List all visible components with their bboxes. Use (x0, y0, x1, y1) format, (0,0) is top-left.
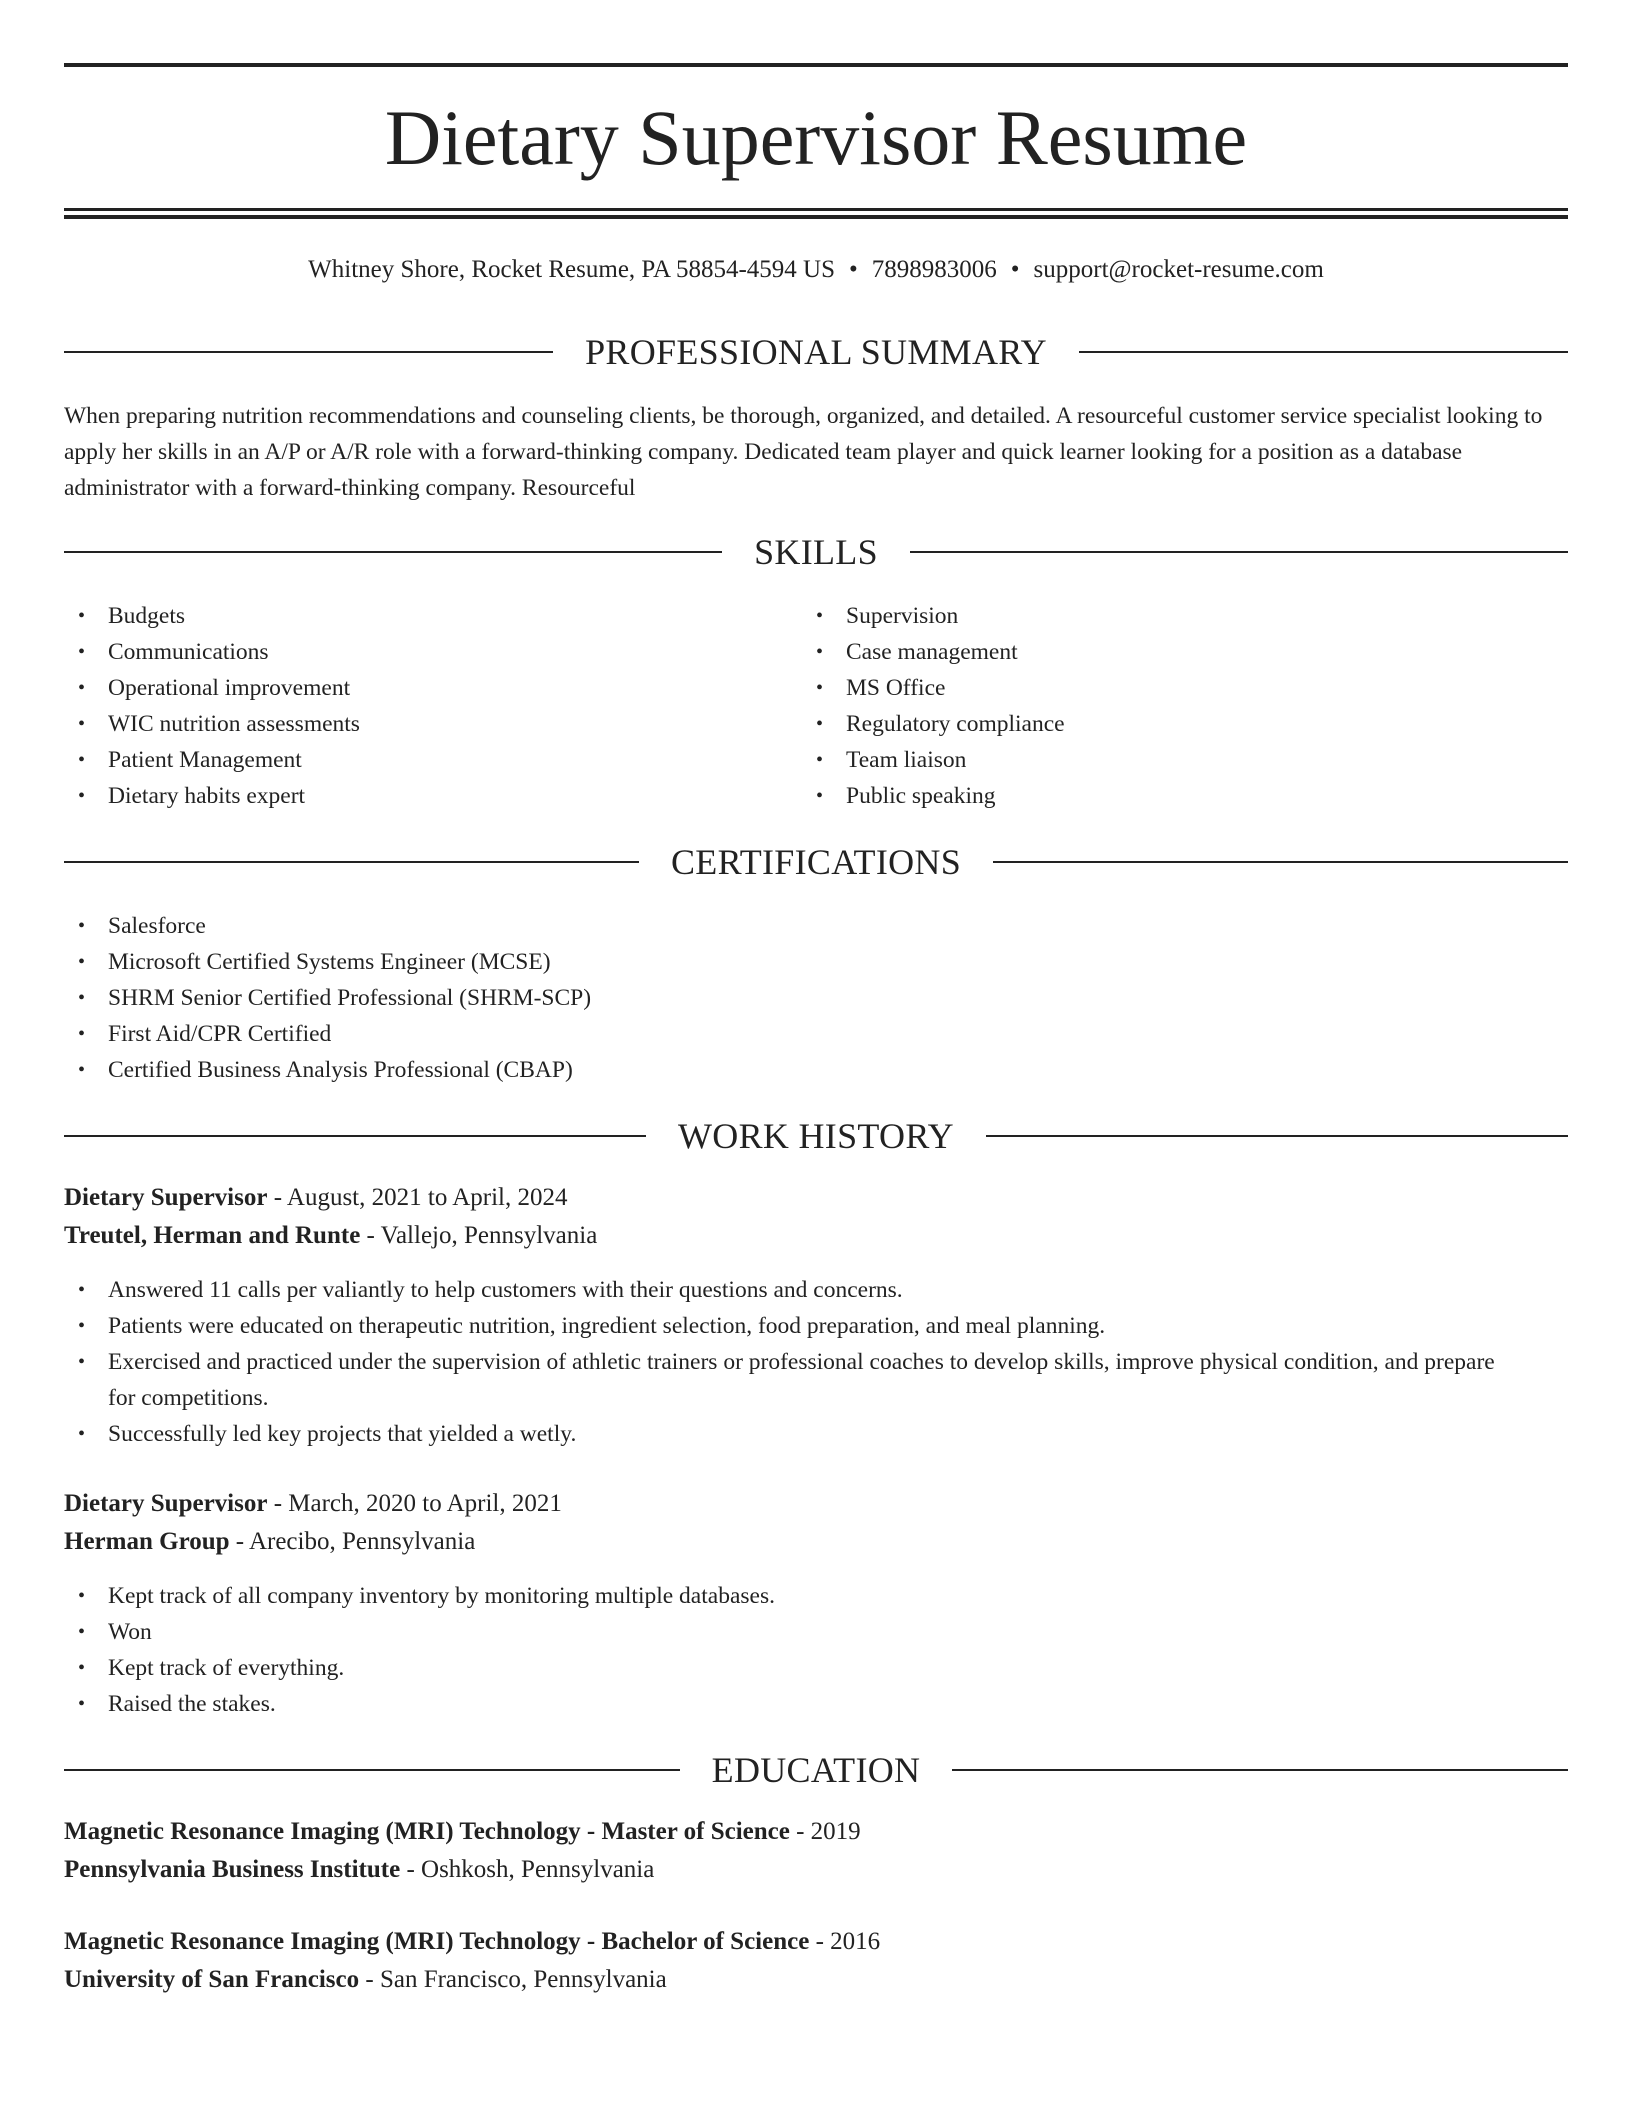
skill-item: • Case management (802, 634, 1502, 670)
job-company: Herman Group (64, 1528, 230, 1555)
job-title-line (64, 1180, 1568, 1216)
contact-address: Whitney Shore, Rocket Resume, PA 58854-4594 US (308, 256, 835, 283)
job-bullet: • Raised the stakes. (64, 1686, 1504, 1722)
section-title: CERTIFICATIONS (670, 842, 962, 882)
job-bullet: • Successfully led key projects that yielded a wetly. (64, 1416, 1504, 1452)
education-degree: Magnetic Resonance Imaging (MRI) Technology - Master of Science (64, 1818, 790, 1845)
certification-item: • SHRM Senior Certified Professional (SHRM-SCP) (64, 980, 1504, 1016)
section-heading-certifications (64, 840, 1568, 884)
heading-rule (64, 1135, 646, 1137)
skills-list-left (64, 598, 764, 814)
heading-rule (993, 861, 1568, 863)
certification-item: • First Aid/CPR Certified (64, 1016, 1504, 1052)
job-dates: - March, 2020 to April, 2021 (267, 1490, 562, 1517)
skill-item: • Regulatory compliance (802, 706, 1502, 742)
skill-item: • MS Office (802, 670, 1502, 706)
certification-item: • Microsoft Certified Systems Engineer (MCSE) (64, 944, 1504, 980)
education-degree-line (64, 1924, 1568, 1960)
education-location: - San Francisco, Pennsylvania (359, 1966, 667, 1993)
job-company-line (64, 1218, 1568, 1254)
job-location: - Vallejo, Pennsylvania (360, 1222, 598, 1249)
heading-rule (952, 1769, 1568, 1771)
section-heading-work-history (64, 1114, 1568, 1158)
section-heading-skills (64, 530, 1568, 574)
education-school: Pennsylvania Business Institute (64, 1856, 401, 1883)
section-heading-summary (64, 330, 1568, 374)
certification-item: • Salesforce (64, 908, 1504, 944)
heading-rule (64, 551, 722, 553)
education-degree-line (64, 1814, 1568, 1850)
skill-item: • Budgets (64, 598, 764, 634)
job-title: Dietary Supervisor (64, 1184, 268, 1211)
job-title: Dietary Supervisor (64, 1490, 268, 1517)
title-rule-lower (64, 215, 1568, 219)
job-bullet: • Won (64, 1614, 1504, 1650)
education-school-line (64, 1852, 1568, 1888)
section-heading-education (64, 1748, 1568, 1792)
job-bullet: • Patients were educated on therapeutic nutrition, ingredient selection, food preparation, and meal planning. (64, 1308, 1504, 1344)
contact-line (64, 254, 1568, 286)
skill-item: • Supervision (802, 598, 1502, 634)
job-company-line (64, 1524, 1568, 1560)
job-bullet: • Answered 11 calls per valiantly to help customers with their questions and concerns. (64, 1272, 1504, 1308)
education-school-line (64, 1962, 1568, 1998)
job-location: - Arecibo, Pennsylvania (229, 1528, 476, 1555)
skill-item: • Public speaking (802, 778, 1502, 814)
education-year: - 2019 (789, 1818, 861, 1845)
certifications-list (64, 908, 1504, 1088)
education-location: - Oshkosh, Pennsylvania (400, 1856, 655, 1883)
education-year: - 2016 (809, 1928, 881, 1955)
certification-item: • Certified Business Analysis Professional (CBAP) (64, 1052, 1504, 1088)
summary-text: When preparing nutrition recommendations and counseling clients, be thorough, organized, and detailed. A resourceful customer service specialist looking to apply her skills in an A/P or A/R role with a forward-thinking company. Dedicated team player and quick learner looking for a position as a database administrator with a forward-thinking company. Resourceful (64, 403, 1543, 501)
job-title-line (64, 1486, 1568, 1522)
job-bullets (64, 1578, 1504, 1722)
title-rule-upper (64, 208, 1568, 211)
skill-item: • Communications (64, 634, 764, 670)
job-bullet: • Kept track of all company inventory by monitoring multiple databases. (64, 1578, 1504, 1614)
heading-rule (986, 1135, 1568, 1137)
section-title: SKILLS (754, 532, 878, 572)
heading-rule (1079, 351, 1568, 353)
top-rule (64, 63, 1568, 67)
job-dates: - August, 2021 to April, 2024 (267, 1184, 568, 1211)
skill-item: • Team liaison (802, 742, 1502, 778)
skill-item: • Operational improvement (64, 670, 764, 706)
heading-rule (64, 1769, 680, 1771)
education-school: University of San Francisco (64, 1966, 360, 1993)
heading-rule (64, 351, 553, 353)
contact-email: support@rocket-resume.com (1033, 256, 1324, 283)
skill-item: • Dietary habits expert (64, 778, 764, 814)
skill-item: • WIC nutrition assessments (64, 706, 764, 742)
job-bullet: • Exercised and practiced under the supervision of athletic trainers or professional coaches to develop skills, improve physical condition, and prepare for competitions. (64, 1344, 1504, 1416)
contact-separator: • (1010, 256, 1020, 283)
contact-separator: • (849, 256, 858, 283)
contact-phone: 7898983006 (871, 256, 997, 283)
heading-rule (64, 861, 639, 863)
resume-title: Dietary Supervisor Resume (384, 94, 1248, 181)
skills-list-right (802, 598, 1502, 814)
skill-item: • Patient Management (64, 742, 764, 778)
section-title: PROFESSIONAL SUMMARY (585, 332, 1047, 372)
education-degree: Magnetic Resonance Imaging (MRI) Technology - Bachelor of Science (64, 1928, 810, 1955)
job-bullet: • Kept track of everything. (64, 1650, 1504, 1686)
heading-rule (910, 551, 1568, 553)
job-bullets (64, 1272, 1504, 1452)
job-company: Treutel, Herman and Runte (64, 1222, 361, 1249)
section-title: EDUCATION (711, 1750, 921, 1790)
section-title: WORK HISTORY (678, 1116, 954, 1156)
